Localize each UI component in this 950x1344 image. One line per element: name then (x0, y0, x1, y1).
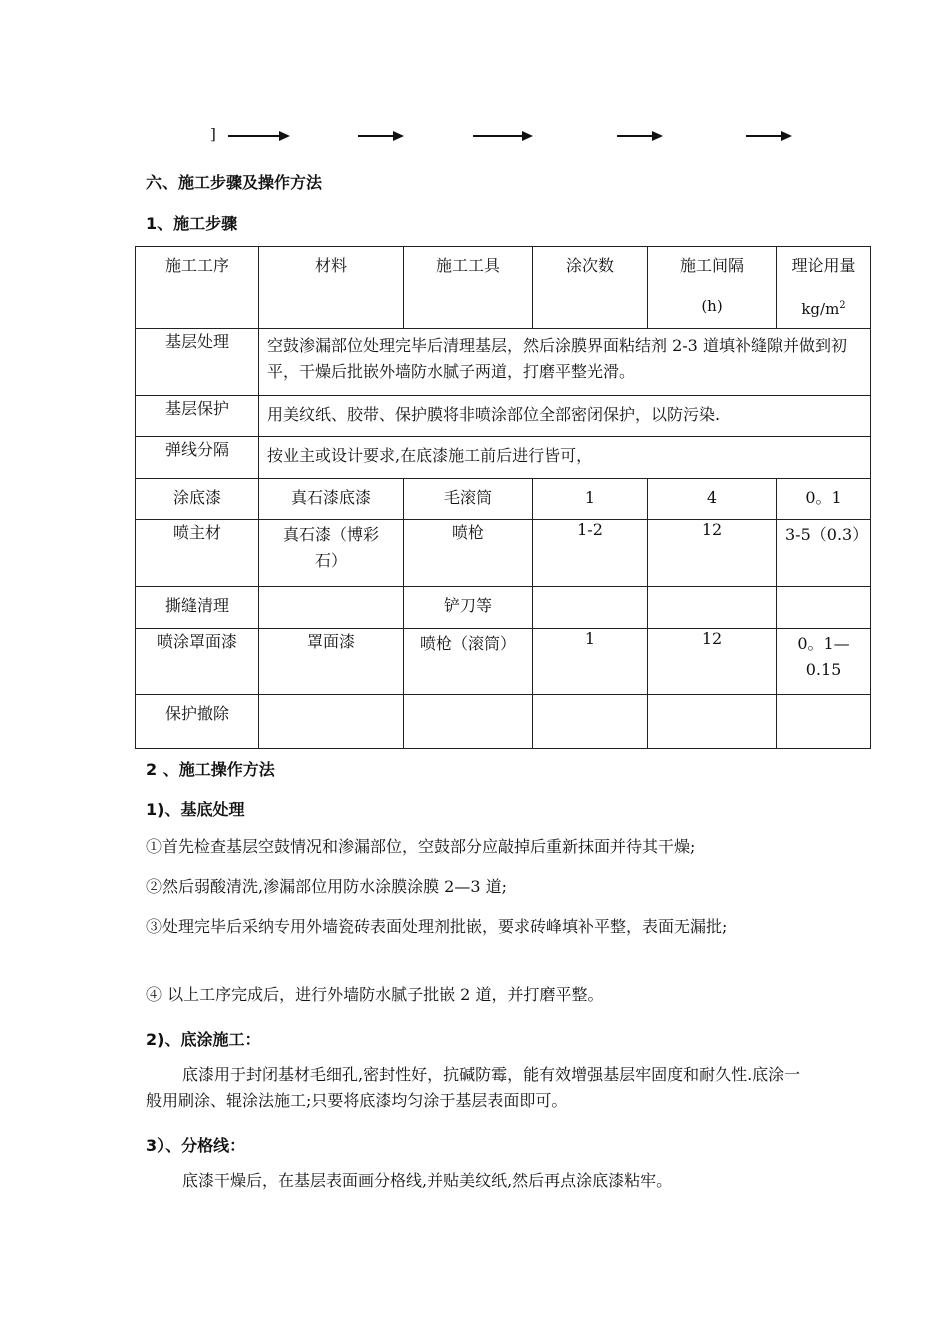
header-tool: 施工工具 (435, 256, 500, 275)
table-row (136, 396, 871, 437)
flow-arrow-icon (228, 129, 290, 143)
header-interval-unit: (h) (701, 297, 723, 315)
row-interval: 4 (706, 488, 718, 507)
row-interval: 12 (701, 520, 723, 539)
row-coats: 1 (584, 629, 596, 648)
table-row (136, 587, 871, 629)
row-usage: 0。1 (805, 488, 842, 507)
row-tool: 铲刀等 (443, 596, 492, 615)
sub2-title: 2)、底涂施工： (146, 1030, 261, 1049)
row-material: 真石漆（博彩石） (282, 525, 379, 570)
row-process: 喷涂罩面漆 (156, 632, 237, 651)
row-process: 基层保护 (164, 399, 229, 418)
header-interval: 施工间隔 (h) (648, 247, 776, 319)
table-row (136, 479, 871, 520)
header-coats: 涂次数 (565, 256, 614, 275)
header-usage: 理论用量 $kg/m^2$ (777, 247, 870, 322)
flow-arrow-icon (473, 129, 533, 143)
row-interval: 12 (701, 629, 723, 648)
step1-title: 1、施工步骤 (146, 214, 238, 233)
construction-steps-table (135, 246, 871, 749)
flow-arrow-icon (358, 129, 404, 143)
row-interval (648, 695, 776, 701)
row-material: 罩面漆 (306, 632, 355, 651)
header-process: 施工工序 (164, 256, 229, 275)
row-process: 弹线分隔 (164, 440, 229, 459)
row-process: 涂底漆 (172, 488, 221, 507)
row-coats: 1 (584, 488, 596, 507)
table-row (136, 329, 871, 396)
row-description: 用美纹纸、胶带、保护膜将非喷涂部位全部密闭保护，以防污染. (267, 405, 721, 424)
sub3-title: 3）、分格线： (146, 1136, 246, 1155)
row-coats (533, 587, 647, 593)
row-usage (777, 587, 870, 593)
flow-arrow-icon (617, 129, 663, 143)
row-description: 空鼓渗漏部位处理完毕后清理基层，然后涂膜界面粘结剂 2-3 道填补缝隙并做到初平，干燥后批嵌外墙防水腻子两道，打磨平整光滑。 (267, 336, 847, 381)
sub1-item-3: ③处理完毕后采纳专用外墙瓷砖表面处理剂批嵌，要求砖峰填补平整，表面无漏批; (146, 917, 728, 936)
step2-title: 2 、施工操作方法 (146, 760, 275, 779)
sub1-item-1: ①首先检查基层空鼓情况和渗漏部位，空鼓部分应敲掉后重新抹面并待其干燥; (146, 837, 696, 856)
sub1-item-2: ②然后弱酸清洗,渗漏部位用防水涂膜涂膜 2—3 道; (146, 877, 508, 896)
row-process: 保护撤除 (164, 704, 229, 723)
table-header-row (136, 247, 871, 329)
header-usage-unit: $kg/m^2$ (801, 300, 846, 318)
row-process: 基层处理 (164, 332, 229, 351)
sub2-text: 底漆用于封闭基材毛细孔,密封性好，抗碱防霉，能有效增强基层牢固度和耐久性.底涂一般用刷涂、辊涂法施工;只要将底漆均匀涂于基层表面即可。 (146, 1065, 801, 1110)
sub3-text: 底漆干燥后，在基层表面画分格线,并贴美纹纸,然后再点涂底漆粘牢。 (182, 1171, 673, 1190)
row-description: 按业主或设计要求,在底漆施工前后进行皆可， (267, 446, 593, 465)
row-usage (777, 695, 870, 701)
row-usage: 0。1—0.15 (797, 634, 850, 679)
row-tool: 喷枪（滚筒） (419, 634, 516, 653)
sub1-title: 1)、基底处理 (146, 800, 245, 819)
row-tool: 毛滚筒 (443, 488, 492, 507)
flow-arrow-icon (746, 129, 792, 143)
header-material: 材料 (314, 256, 347, 275)
row-coats (533, 695, 647, 701)
table-row (136, 437, 871, 479)
row-interval (648, 587, 776, 593)
table-row (136, 520, 871, 587)
row-coats: 1-2 (577, 520, 603, 539)
table-row (136, 629, 871, 695)
row-process: 喷主材 (172, 523, 221, 542)
row-tool: 喷枪 (451, 523, 484, 542)
row-tool (404, 695, 532, 701)
row-usage: 3-5（0.3） (785, 525, 869, 544)
row-process: 撕缝清理 (164, 596, 229, 615)
row-material: 真石漆底漆 (290, 488, 371, 507)
flow-bracket: ] (210, 125, 216, 143)
table-row (136, 695, 871, 749)
sub1-item-4: ④ 以上工序完成后，进行外墙防水腻子批嵌 2 道，并打磨平整。 (146, 985, 604, 1004)
row-material (259, 695, 403, 701)
row-material (259, 587, 403, 593)
section6-title: 六、施工步骤及操作方法 (146, 173, 323, 192)
